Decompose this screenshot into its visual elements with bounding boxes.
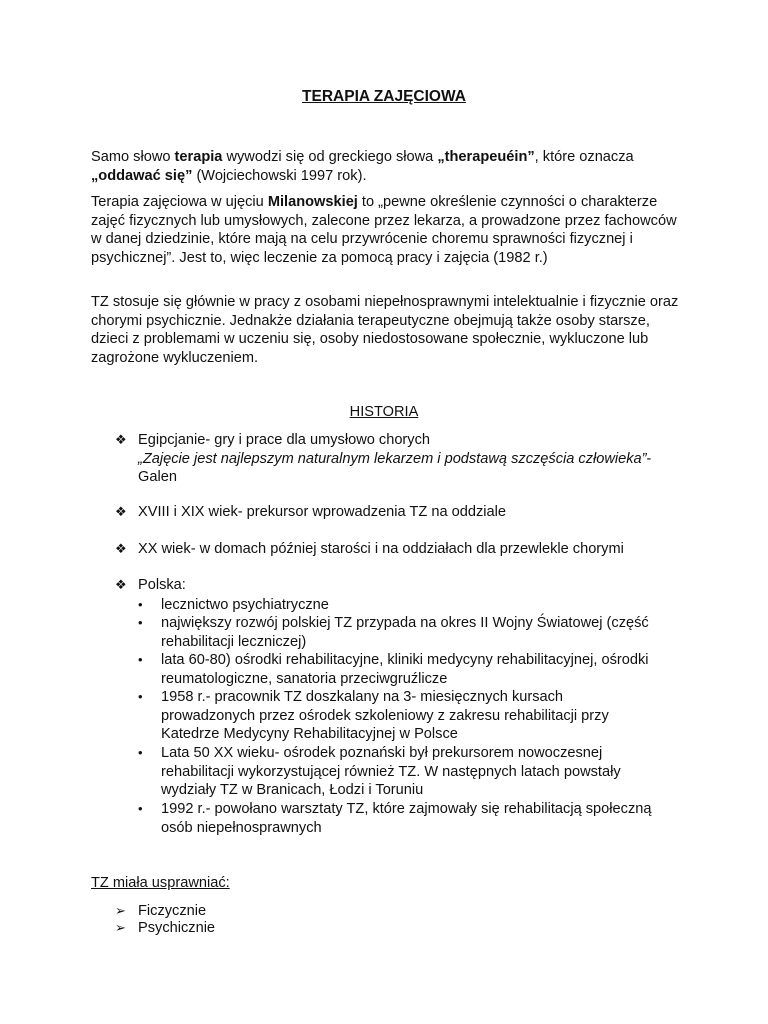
bold-term: terapia [174, 149, 223, 165]
bullet-dot-icon: • [138, 801, 143, 816]
bullet-dot-icon: • [138, 615, 143, 630]
galen-quote [138, 450, 675, 487]
bullet-dot-icon: • [138, 745, 143, 760]
improvement-item-text: Ficzycznie [138, 903, 207, 919]
text-run: Samo słowo [91, 149, 175, 165]
history-item-text [138, 576, 675, 836]
section-heading-improvement: TZ miała usprawniać: [91, 875, 230, 891]
bold-term: „therapeuéin” [437, 149, 535, 165]
history-item-text: XVIII i XIX wiek- prekursor wprowadzenia TZ na oddziale [138, 504, 506, 520]
section-heading-history: HISTORIA [349, 404, 419, 420]
sub-item-text: największy rozwój polskiej TZ przypada na okres II Wojny Światowej (część rehabilitacji leczniczej) [161, 615, 649, 650]
text-run: , które oznacza [534, 149, 634, 165]
bold-term: „oddawać się” [91, 167, 193, 184]
arrow-bullet-icon: ➢ [115, 920, 126, 935]
quote-author: - Galen [138, 450, 652, 486]
sub-item-text: lata 60-80) ośrodki rehabilitacyjne, kliniki medycyny rehabilitacyjnej, ośrodki reumatologiczne, sanatoria przeciwgruźlicze [161, 652, 649, 687]
quote-text: „Zajęcie jest najlepszym naturalnym lekarzem i podstawą szczęścia człowieka” [138, 450, 647, 467]
paragraph-etymology [91, 148, 691, 185]
arrow-bullet-icon: ➢ [115, 903, 126, 918]
diamond-bullet-icon: ❖ [115, 577, 127, 592]
sub-item-text: 1958 r.- pracownik TZ doszkalany na 3- miesięcznych kursach prowadzonych przez ośrodek szkoleniowy z zakresu rehabilitacji przy Katedrze Medycyny Rehabilitacyjnej w Polsce [161, 689, 609, 743]
history-item-label: Egipcjanie- gry i prace dla umysłowo chorych [138, 432, 431, 448]
diamond-bullet-icon: ❖ [115, 432, 127, 447]
bullet-dot-icon: • [138, 597, 143, 612]
sub-item-text: Lata 50 XX wieku- ośrodek poznański był prekursorem nowoczesnej rehabilitacji wykorzystującej również TZ. W następnych latach powstały wydziały TZ w Branicach, Łodzi i Toruniu [161, 745, 621, 799]
document-title: TERAPIA ZAJĘCIOWA [302, 88, 466, 105]
history-item-text [138, 431, 675, 487]
improvement-item-text: Psychicznie [138, 920, 216, 936]
sub-item-text: lecznictwo psychiatryczne [161, 597, 329, 613]
bullet-dot-icon: • [138, 652, 143, 667]
history-item-label: Polska: [138, 577, 186, 593]
sub-item-text: 1992 r.- powołano warsztaty TZ, które zajmowały się rehabilitacją społeczną osób niepełnosprawnych [161, 801, 652, 836]
paragraph-scope: TZ stosuje się głównie w pracy z osobami niepełnosprawnymi intelektualnie i fizycznie oraz chorymi psychicznie. Jednakże działania terapeutyczne obejmują także osoby starsze, dzieci z problemami w uczeniu się, osoby niedostosowane społecznie, wykluczone lub zagrożone wykluczeniem. [91, 294, 679, 366]
bold-term: Milanowskiej [267, 194, 358, 210]
paragraph-definition [91, 193, 691, 267]
text-run: Terapia zajęciowa w ujęciu [91, 194, 268, 210]
history-item-text: XX wiek- w domach później starości i na oddziałach dla przewlekle chorymi [138, 541, 624, 557]
diamond-bullet-icon: ❖ [115, 541, 127, 556]
diamond-bullet-icon: ❖ [115, 504, 127, 519]
text-run: (Wojciechowski 1997 rok). [192, 167, 367, 184]
text-run: wywodzi się od greckiego słowa [222, 149, 438, 165]
bullet-dot-icon: • [138, 689, 143, 704]
text-run: to „pewne określenie czynności o charakterze zajęć fizycznych lub umysłowych, zalecone przez lekarza, a prowadzone przez fachowców w danej dziedzinie, które mają na celu przywrócenie choremu sprawności fizycznej i psychicznej”. Jest to, więc leczenie za pomocą pracy i zajęcia (1982 r.) [91, 194, 677, 266]
